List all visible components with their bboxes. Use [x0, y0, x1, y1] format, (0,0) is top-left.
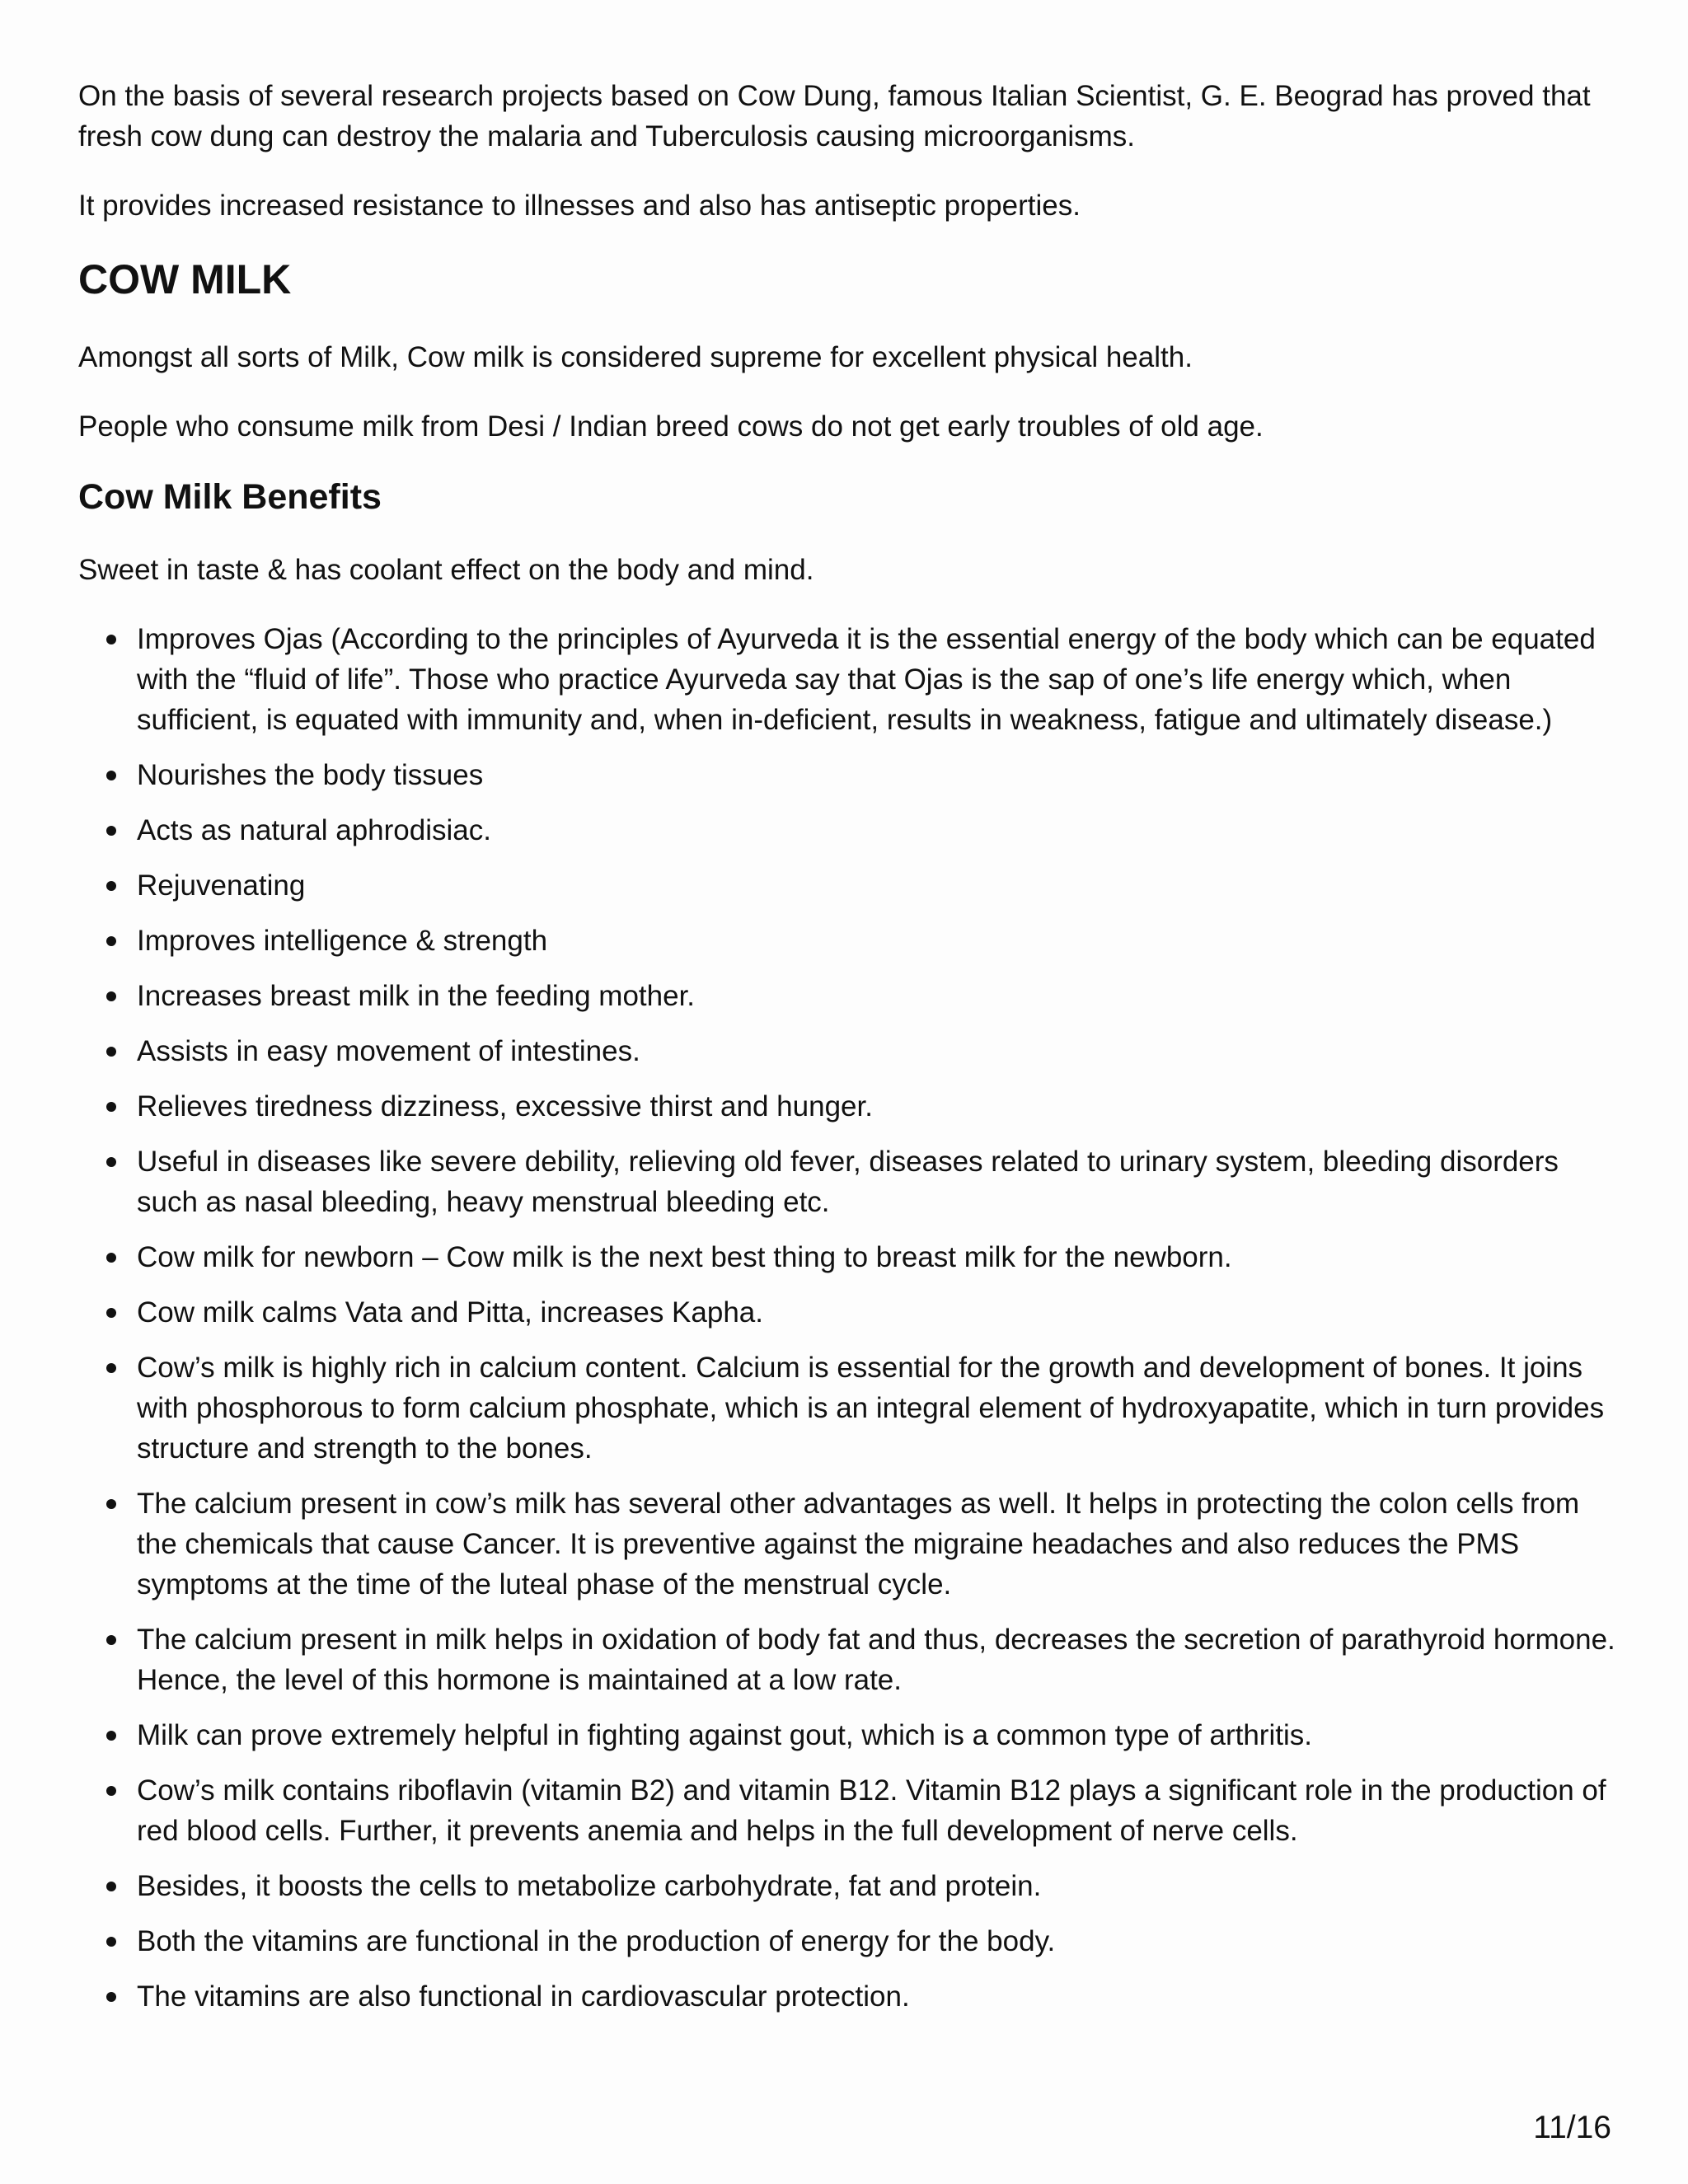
page-number: 11/16	[1533, 2110, 1611, 2145]
list-item	[78, 1086, 1628, 1127]
list-item	[78, 1347, 1628, 1469]
bullet-icon	[106, 1937, 116, 1947]
document-page	[78, 76, 1628, 2032]
list-item	[78, 1921, 1628, 1961]
list-item	[78, 1292, 1628, 1333]
bullet-icon	[106, 991, 116, 1001]
bullet-icon	[106, 1157, 116, 1167]
list-item-text: Milk can prove extremely helpful in fighting against gout, which is a common type of arthritis.	[137, 1719, 1312, 1751]
list-item	[78, 1237, 1628, 1277]
bullet-icon	[106, 826, 116, 836]
list-item	[78, 1866, 1628, 1906]
bullet-icon	[106, 1731, 116, 1741]
list-item-text: Both the vitamins are functional in the production of energy for the body.	[137, 1925, 1056, 1957]
list-item	[78, 1770, 1628, 1851]
list-item-text: Increases breast milk in the feeding mother.	[137, 980, 696, 1012]
bullet-icon	[106, 936, 116, 946]
list-item	[78, 921, 1628, 961]
list-item	[78, 1141, 1628, 1222]
cow-milk-heading: COW MILK	[78, 256, 292, 302]
list-item	[78, 1483, 1628, 1605]
list-item-text: Acts as natural aphrodisiac.	[137, 814, 491, 846]
list-item-text: The calcium present in milk helps in oxidation of body fat and thus, decreases the secretion of parathyroid hormone. Hence, the level of this hormone is maintained at a low rate.	[137, 1624, 1615, 1696]
list-item-text: Nourishes the body tissues	[137, 759, 484, 791]
list-item-text: Besides, it boosts the cells to metabolize carbohydrate, fat and protein.	[137, 1870, 1042, 1902]
bullet-icon	[106, 1992, 116, 2002]
bullet-icon	[106, 771, 116, 780]
bullet-icon	[106, 1499, 116, 1509]
list-item-text: Cow’s milk contains riboflavin (vitamin B2) and vitamin B12. Vitamin B12 plays a significant role in the production of red blood cells. Further, it prevents anemia and helps in the full development of nerve cells.	[137, 1774, 1606, 1847]
bullet-icon	[106, 1635, 116, 1645]
list-item-text: Assists in easy movement of intestines.	[137, 1035, 640, 1067]
list-item-text: Cow’s milk is highly rich in calcium content. Calcium is essential for the growth and development of bones. It joins with phosphorous to form calcium phosphate, which is an integral element of hydroxyapatite, which in turn provides structure and strength to the bones.	[137, 1352, 1605, 1465]
list-item	[78, 619, 1628, 740]
bullet-icon	[106, 1786, 116, 1796]
bullet-icon	[106, 1047, 116, 1057]
bullet-icon	[106, 1253, 116, 1263]
intro-paragraph-cow-dung: On the basis of several research projects based on Cow Dung, famous Italian Scientist, G. E. Beograd has proved that fresh cow dung can destroy the malaria and Tuberculosis causing microorganisms.	[78, 80, 1591, 152]
list-item-text: Cow milk calms Vata and Pitta, increases Kapha.	[137, 1296, 763, 1329]
intro-paragraph-antiseptic: It provides increased resistance to illnesses and also has antiseptic properties.	[78, 190, 1081, 222]
bullet-icon	[106, 1882, 116, 1891]
list-item-text: Useful in diseases like severe debility, relieving old fever, diseases related to urinary system, bleeding disorders such as nasal bleeding, heavy menstrual bleeding etc.	[137, 1146, 1559, 1218]
benefits-list	[78, 619, 1628, 2017]
bullet-icon	[106, 635, 116, 644]
list-item	[78, 1031, 1628, 1071]
bullet-icon	[106, 1363, 116, 1373]
list-item	[78, 865, 1628, 906]
list-item-text: Improves intelligence & strength	[137, 925, 548, 957]
benefits-intro: Sweet in taste & has coolant effect on the body and mind.	[78, 554, 814, 586]
list-item-text: The calcium present in cow’s milk has several other advantages as well. It helps in protecting the colon cells from the chemicals that cause Cancer. It is preventive against the migraine headaches and also reduces the PMS symptoms at the time of the luteal phase of the menstrual cycle.	[137, 1488, 1580, 1601]
list-item	[78, 1715, 1628, 1755]
bullet-icon	[106, 881, 116, 891]
list-item-text: Rejuvenating	[137, 869, 306, 902]
list-item-text: Improves Ojas (According to the principles of Ayurveda it is the essential energy of the body which can be equated with the “fluid of life”. Those who practice Ayurveda say that Ojas is the sap of one’s life energy which, when sufficient, is equated with immunity and, when in-deficient, results in weakness, fatigue and ultimately disease.)	[137, 623, 1596, 736]
list-item	[78, 1619, 1628, 1700]
cow-milk-paragraph-supreme: Amongst all sorts of Milk, Cow milk is considered supreme for excellent physical health.	[78, 341, 1193, 373]
list-item	[78, 755, 1628, 795]
cow-milk-paragraph-desi: People who consume milk from Desi / Indian breed cows do not get early troubles of old age.	[78, 410, 1264, 443]
list-item-text: Cow milk for newborn – Cow milk is the next best thing to breast milk for the newborn.	[137, 1241, 1232, 1273]
list-item-text: The vitamins are also functional in cardiovascular protection.	[137, 1980, 910, 2013]
list-item	[78, 976, 1628, 1016]
bullet-icon	[106, 1308, 116, 1318]
list-item-text: Relieves tiredness dizziness, excessive thirst and hunger.	[137, 1090, 873, 1122]
list-item	[78, 810, 1628, 851]
list-item	[78, 1976, 1628, 2017]
bullet-icon	[106, 1102, 116, 1112]
cow-milk-benefits-heading: Cow Milk Benefits	[78, 477, 382, 517]
